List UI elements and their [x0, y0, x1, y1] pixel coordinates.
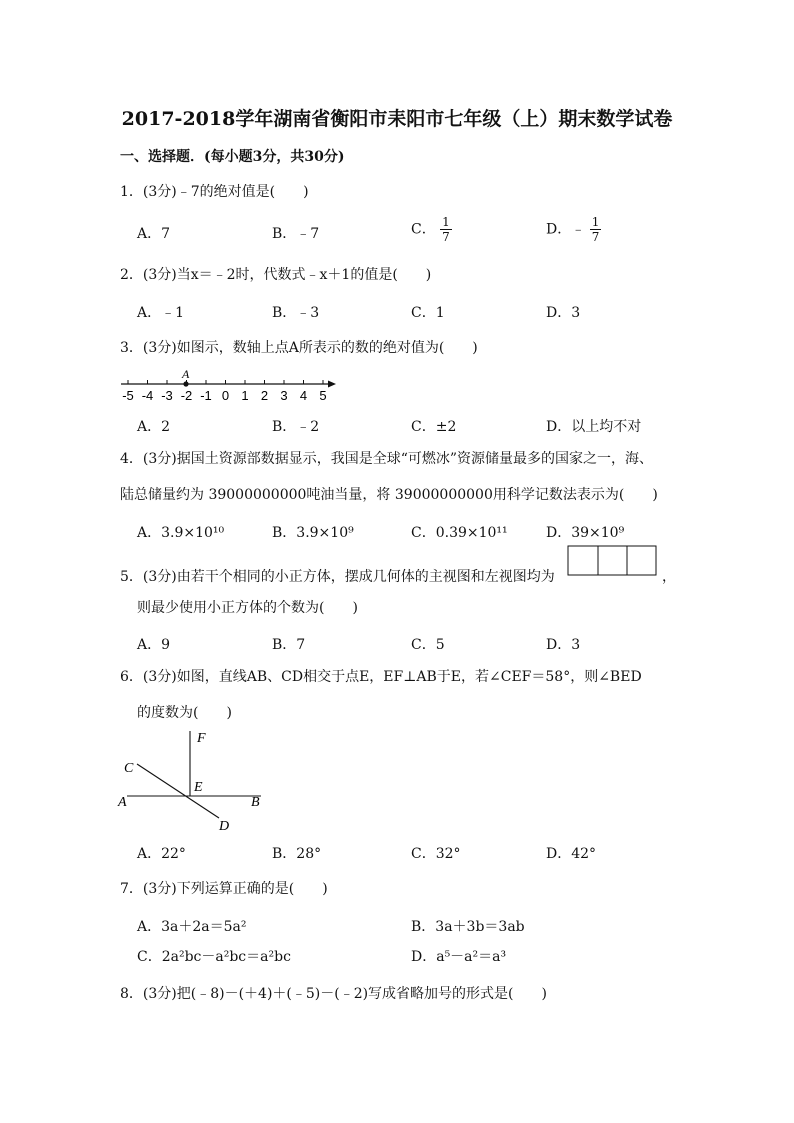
number-line-tick-label: -5 [122, 388, 134, 403]
q1-option-a: A．7 [137, 226, 171, 242]
q1-option-c [411, 215, 452, 244]
intersecting-lines-figure [115, 728, 275, 836]
section-heading: 一、选择题．(每小题3分，共30分) [120, 149, 345, 165]
q4-option-c: C．0.39×10¹¹ [411, 525, 508, 541]
q3-option-b: B．﹣2 [272, 419, 320, 435]
q3-option-a: A．2 [137, 419, 171, 435]
question-3-text: 3．(3分)如图示，数轴上点A所表示的数的绝对值为( ) [120, 340, 478, 356]
page-title: 2017-2018学年湖南省衡阳市耒阳市七年级（上）期末数学试卷 [121, 108, 673, 130]
label-b: B [251, 795, 260, 810]
number-line-point-a [183, 381, 188, 386]
number-line-tick-label: -3 [161, 388, 173, 403]
question-5-line-1: 5．(3分)由若干个相同的小正方体，摆成几何体的主视图和左视图均为 [120, 569, 555, 585]
q1-option-c-fraction [440, 215, 452, 244]
number-line-tick-label: -2 [180, 388, 193, 403]
q2-option-b: B．﹣3 [272, 305, 320, 321]
label-a: A [118, 795, 127, 810]
q4-option-a: A．3.9×10¹⁰ [137, 525, 225, 541]
label-e: E [194, 780, 203, 795]
q6-option-a: A．22° [137, 846, 186, 862]
q6-option-c: C．32° [411, 846, 461, 862]
question-2-text: 2．(3分)当x＝﹣2时，代数式﹣x＋1的值是( ) [120, 267, 432, 283]
label-d: D [219, 819, 230, 834]
number-line-tick-label: -1 [200, 388, 212, 403]
q2-option-d: D．3 [546, 305, 581, 321]
question-7-text: 7．(3分)下列运算正确的是( ) [120, 881, 328, 897]
q7-option-d: D．a⁵－a²＝a³ [411, 949, 507, 965]
q6-option-d: D．42° [546, 846, 597, 862]
fraction-numerator: 1 [442, 215, 450, 229]
number-line-tick-label: 2 [260, 388, 269, 403]
number-line-tick-label: 4 [299, 388, 308, 403]
view-square-3 [627, 546, 656, 575]
question-5-line-2: 则最少使用小正方体的个数为( ) [137, 600, 358, 616]
view-squares-figure [567, 545, 659, 577]
q1-option-d-label: D．﹣ [546, 221, 586, 238]
number-line-tick-label: 5 [319, 388, 327, 403]
number-line-figure [118, 368, 343, 404]
number-line-tick-label: 3 [280, 388, 288, 403]
q1-option-c-label: C． [411, 221, 436, 238]
q1-option-d [546, 215, 601, 244]
number-line-tick-label: -4 [141, 388, 154, 403]
q4-option-b: B．3.9×10⁹ [272, 525, 354, 541]
q7-option-a: A．3a＋2a＝5a² [137, 919, 247, 935]
q4-option-d: D．39×10⁹ [546, 525, 625, 541]
question-4-line-1: 4．(3分)据国土资源部数据显示，我国是全球“可燃冰”资源储量最多的国家之一，海、 [120, 451, 654, 467]
fraction-denominator: 7 [591, 230, 600, 244]
label-c: C [124, 761, 134, 776]
q5-option-d: D．3 [546, 637, 581, 653]
q5-option-c: C．5 [411, 637, 445, 653]
question-4-line-2: 陆总储量约为 39000000000吨油当量，将 39000000000用科学记数法表示为( ) [120, 487, 658, 503]
q3-option-c: C．±2 [411, 419, 457, 435]
q1-option-b: B．﹣7 [272, 226, 320, 242]
question-5-comma: ， [662, 569, 676, 585]
label-f: F [197, 731, 206, 746]
q6-option-b: B．28° [272, 846, 322, 862]
question-8-text: 8．(3分)把(﹣8)－(＋4)＋(﹣5)－(﹣2)写成省略加号的形式是( ) [120, 986, 547, 1002]
q3-option-d: D．以上均不对 [546, 419, 642, 435]
q7-option-c: C．2a²bc－a²bc＝a²bc [137, 949, 291, 965]
q7-option-b: B．3a＋3b＝3ab [411, 919, 525, 935]
view-square-1 [568, 546, 598, 575]
line-cd [137, 764, 219, 818]
fraction-denominator: 7 [442, 230, 450, 244]
number-line-point-label: A [182, 368, 190, 381]
q2-option-a: A．﹣1 [137, 305, 185, 321]
q5-option-b: B．7 [272, 637, 306, 653]
fraction-numerator: 1 [591, 215, 600, 229]
number-line-tick-label: 1 [241, 388, 249, 403]
q1-option-d-fraction [590, 215, 602, 244]
view-square-2 [598, 546, 627, 575]
number-line-arrow [328, 381, 336, 388]
question-6-line-1: 6．(3分)如图，直线AB、CD相交于点E，EF⊥AB于E，若∠CEF＝58°，则∠BED [120, 669, 642, 685]
number-line-tick-label: 0 [221, 388, 230, 403]
question-6-line-2: 的度数为( ) [137, 705, 232, 721]
q5-option-a: A．9 [137, 637, 171, 653]
question-1-text: 1．(3分)﹣7的绝对值是( ) [120, 184, 309, 200]
q2-option-c: C．1 [411, 305, 445, 321]
